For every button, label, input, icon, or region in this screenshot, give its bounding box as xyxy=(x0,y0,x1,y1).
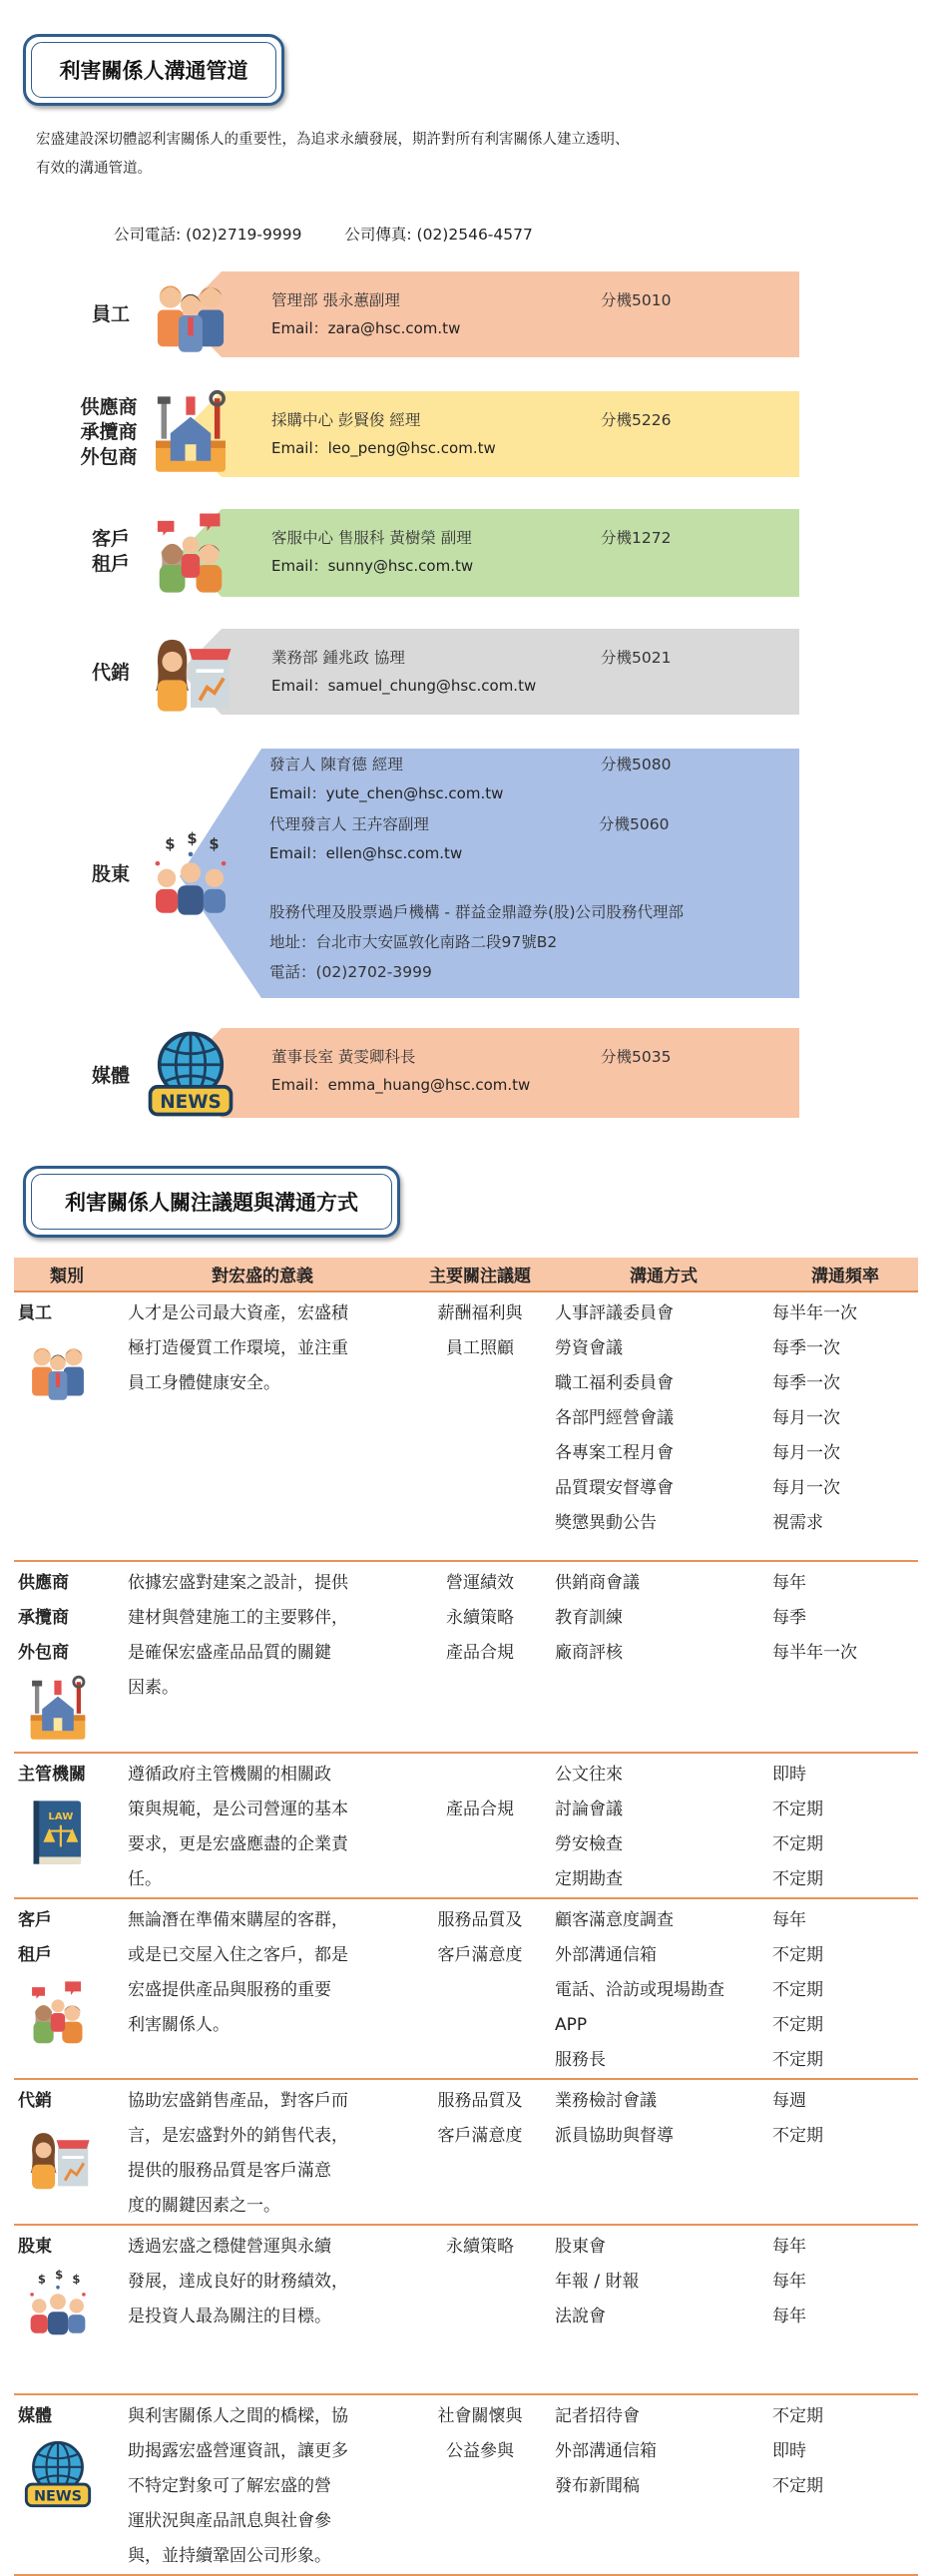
customers-hearts-icon xyxy=(22,1977,94,2049)
section-title-channels: 利害關係人溝通管道 xyxy=(23,34,284,106)
cell-frequency-line: 每年 xyxy=(772,2272,806,2292)
cell-methods-line: 各部門經營會議 xyxy=(555,1408,674,1428)
cell-meaning xyxy=(120,1898,405,2079)
header-category: 類別 xyxy=(14,1258,120,1291)
contact-sales: 業務部 鍾兆政 協理 xyxy=(271,649,405,667)
cell-methods-line: 職工福利委員會 xyxy=(555,1373,674,1393)
cell-methods-line: 發布新聞稿 xyxy=(555,2476,640,2496)
cell-methods-line: 各專案工程月會 xyxy=(555,1443,674,1463)
email-sales[interactable]: Email：samuel_chung@hsc.com.tw xyxy=(271,677,537,695)
cell-frequency-line: 每月一次 xyxy=(772,1443,840,1463)
cell-category-line: 股東 xyxy=(18,2237,52,2257)
cell-methods-line: 人事評議委員會 xyxy=(555,1303,674,1323)
cell-methods-line: 業務檢討會議 xyxy=(555,2091,657,2111)
cell-meaning-line: 提供的服務品質是客戶滿意 xyxy=(128,2161,331,2181)
stock-agent: 股務代理及股票過戶機構 - 群益金鼎證券(股)公司股務代理部 xyxy=(269,903,685,921)
ext-media: 分機5035 xyxy=(601,1048,672,1066)
cell-topics xyxy=(405,1291,555,1561)
cell-methods-line: 勞資會議 xyxy=(555,1338,623,1358)
cell-topics-line: 營運績效 xyxy=(446,1573,514,1593)
band-supplier xyxy=(222,391,800,477)
cell-topics-line: 服務品質及 xyxy=(437,1910,523,1930)
cell-meaning-line: 度的關鍵因素之一。 xyxy=(128,2196,280,2216)
cell-frequency-line: 每月一次 xyxy=(772,1408,840,1428)
cell-category xyxy=(14,1561,120,1753)
stock-agent-phone: 電話：(02)2702-3999 xyxy=(269,963,432,981)
shareholders-icon xyxy=(22,2269,94,2340)
cell-methods-line: 外部溝通信箱 xyxy=(555,2441,657,2461)
cell-meaning-line: 無論潛在準備來購屋的客群， xyxy=(128,1910,348,1930)
company-fax: 公司傳真: (02)2546-4577 xyxy=(344,226,533,244)
contact-media: 董事長室 黃雯卿科長 xyxy=(271,1048,416,1066)
cell-methods-line: 勞安檢查 xyxy=(555,1834,623,1854)
cell-topics-line: 社會關懷與 xyxy=(437,2406,523,2426)
cell-methods-line: 公文往來 xyxy=(555,1765,623,1785)
header-methods: 溝通方式 xyxy=(555,1258,772,1291)
cell-topics xyxy=(405,1898,555,2079)
cell-meaning-line: 與，並持續鞏固公司形象。 xyxy=(128,2546,331,2566)
label-sales: 代銷 xyxy=(91,662,130,684)
ext-deputy-spokesperson: 分機5060 xyxy=(599,815,670,833)
cell-frequency-line: 每年 xyxy=(772,2307,806,2326)
cell-topics xyxy=(405,2225,555,2394)
intro-text: 宏盛建設深切體認利害關係人的重要性，為追求永續發展，期許對所有利害關係人建立透明、 有效的溝通管道。 xyxy=(36,132,630,177)
cell-methods-line: 品質環安督導會 xyxy=(555,1478,674,1498)
cell-meaning-line: 是確保宏盛產品品質的關鍵 xyxy=(128,1643,331,1663)
cell-meaning-line: 宏盛提供產品與服務的重要 xyxy=(128,1980,331,2000)
ext-customer: 分機1272 xyxy=(601,529,672,547)
section-title-issues: 利害關係人關注議題與溝通方式 xyxy=(23,1166,400,1238)
cell-meaning xyxy=(120,1753,405,1898)
cell-frequency-line: 不定期 xyxy=(772,2126,823,2146)
band-media xyxy=(222,1028,800,1118)
cell-topics-line: 服務品質及 xyxy=(437,2091,523,2111)
cell-meaning-line: 遵循政府主管機關的相關政 xyxy=(128,1765,331,1785)
law-book-icon xyxy=(22,1797,94,1868)
cell-topics-line: 公益參與 xyxy=(446,2441,514,2461)
sales-agent-icon xyxy=(22,2123,94,2195)
cell-methods-line: 獎懲異動公告 xyxy=(555,1513,657,1533)
cell-frequency-line: 不定期 xyxy=(772,1869,823,1889)
label-supplier: 供應商 承攬商 外包商 xyxy=(80,396,138,468)
cell-methods xyxy=(555,1753,772,1898)
table-row xyxy=(14,2079,918,2225)
cell-category-line: 媒體 xyxy=(18,2406,52,2426)
cell-frequency xyxy=(772,2394,918,2575)
cell-category-line: 主管機關 xyxy=(18,1765,86,1785)
cell-methods-line: 派員協助與督導 xyxy=(555,2126,674,2146)
cell-topics xyxy=(405,2394,555,2575)
cell-methods-line: APP xyxy=(555,2015,588,2035)
header-frequency: 溝通頻率 xyxy=(772,1258,918,1291)
cell-meaning xyxy=(120,1561,405,1753)
cell-meaning-line: 協助宏盛銷售產品，對客戶而 xyxy=(128,2091,348,2111)
cell-category xyxy=(14,2225,120,2394)
cell-meaning-line: 依據宏盛對建案之設計，提供 xyxy=(128,1573,348,1593)
stock-agent-address: 地址：台北市大安區敦化南路二段97號B2 xyxy=(269,933,558,951)
cell-topics xyxy=(405,1753,555,1898)
cell-methods-line: 討論會議 xyxy=(555,1800,623,1819)
cell-frequency xyxy=(772,1291,918,1561)
cell-category-line: 代銷 xyxy=(18,2091,52,2111)
ext-employee: 分機5010 xyxy=(601,291,672,309)
cell-topics-line: 薪酬福利與 xyxy=(437,1303,523,1323)
label-employee: 員工 xyxy=(91,303,130,325)
cell-methods-line: 外部溝通信箱 xyxy=(555,1945,657,1965)
cell-category xyxy=(14,1898,120,2079)
cell-methods-line: 股東會 xyxy=(555,2237,606,2257)
table-row xyxy=(14,2225,918,2394)
news-globe-icon xyxy=(22,2438,94,2510)
cell-frequency xyxy=(772,1898,918,2079)
header-meaning: 對宏盛的意義 xyxy=(120,1258,405,1291)
cell-category xyxy=(14,1291,120,1561)
table-header xyxy=(14,1258,918,1291)
cell-frequency-line: 不定期 xyxy=(772,2406,823,2426)
cell-methods-line: 電話、洽訪或現場勘查 xyxy=(555,1980,724,2000)
cell-methods xyxy=(555,2079,772,2225)
header-topics: 主要關注議題 xyxy=(405,1258,555,1291)
cell-methods xyxy=(555,1291,772,1561)
label-customer: 客戶 租戶 xyxy=(91,528,130,575)
table-row xyxy=(14,2394,918,2575)
cell-frequency-line: 即時 xyxy=(772,2441,806,2461)
cell-methods xyxy=(555,1898,772,2079)
table-row xyxy=(14,1561,918,1753)
cell-frequency-line: 視需求 xyxy=(772,1513,823,1533)
email-supplier[interactable]: Email：leo_peng@hsc.com.tw xyxy=(271,439,496,457)
email-employee[interactable]: Email：zara@hsc.com.tw xyxy=(271,319,461,337)
cell-topics-line: 客戶滿意度 xyxy=(437,1945,523,1965)
cell-topics-line: 客戶滿意度 xyxy=(437,2126,523,2146)
cell-meaning-line: 發展，達成良好的財務績效， xyxy=(128,2272,348,2292)
cell-category-line: 租戶 xyxy=(18,1945,52,1965)
cell-methods-line: 年報 / 財報 xyxy=(555,2272,640,2292)
cell-meaning-line: 助揭露宏盛營運資訊，讓更多 xyxy=(128,2441,348,2461)
cell-topics-line: 永續策略 xyxy=(446,1608,514,1628)
email-spokesperson[interactable]: Email：yute_chen@hsc.com.tw xyxy=(269,784,504,802)
cell-topics-line xyxy=(405,1758,555,1793)
cell-topics xyxy=(405,1561,555,1753)
cell-methods-line: 定期勘查 xyxy=(555,1869,623,1889)
cell-category xyxy=(14,1753,120,1898)
cell-meaning-line: 因素。 xyxy=(128,1678,179,1698)
cell-frequency xyxy=(772,1561,918,1753)
cell-frequency-line: 每年 xyxy=(772,2237,806,2257)
cell-frequency-line: 每季一次 xyxy=(772,1338,840,1358)
table-row xyxy=(14,1291,918,1561)
cell-meaning-line: 運狀況與產品訊息與社會參 xyxy=(128,2511,331,2531)
cell-meaning-line: 與利害關係人之間的橋樑，協 xyxy=(128,2406,348,2426)
cell-frequency-line: 每半年一次 xyxy=(772,1643,857,1663)
table-row xyxy=(14,1898,918,2079)
cell-topics-line: 產品合規 xyxy=(446,1800,514,1819)
cell-frequency-line: 不定期 xyxy=(772,2015,823,2035)
cell-frequency-line: 每季一次 xyxy=(772,1373,840,1393)
cell-category-line: 員工 xyxy=(18,1303,52,1323)
cell-topics-line: 員工照顧 xyxy=(446,1338,514,1358)
band-customer xyxy=(222,509,800,597)
cell-meaning-line: 利害關係人。 xyxy=(128,2015,230,2035)
employees-icon xyxy=(22,1335,94,1407)
cell-frequency xyxy=(772,2079,918,2225)
contact-deputy-spokesperson: 代理發言人 王卉容副理 xyxy=(269,815,429,833)
contact-customer: 客服中心 售服科 黃樹榮 副理 xyxy=(271,529,472,547)
band-shareholder xyxy=(222,749,800,998)
band-employee xyxy=(222,271,800,357)
cell-meaning xyxy=(120,2394,405,2575)
cell-methods-line: 記者招待會 xyxy=(555,2406,640,2426)
issues-table xyxy=(14,1258,918,2576)
cell-frequency-line: 不定期 xyxy=(772,2050,823,2070)
contact-employee: 管理部 張永蕙副理 xyxy=(271,291,400,309)
table-row xyxy=(14,1753,918,1898)
cell-category-line: 供應商 xyxy=(18,1573,69,1593)
cell-meaning xyxy=(120,1291,405,1561)
cell-frequency xyxy=(772,2225,918,2394)
cell-meaning-line: 建材與營建施工的主要夥伴， xyxy=(128,1608,348,1628)
cell-frequency-line: 即時 xyxy=(772,1765,806,1785)
cell-meaning-line: 極打造優質工作環境，並注重 xyxy=(128,1338,348,1358)
cell-meaning xyxy=(120,2225,405,2394)
cell-meaning-line: 言，是宏盛對外的銷售代表， xyxy=(128,2126,348,2146)
cell-meaning-line: 透過宏盛之穩健營運與永續 xyxy=(128,2237,331,2257)
cell-category xyxy=(14,2394,120,2575)
cell-category xyxy=(14,2079,120,2225)
cell-frequency-line: 不定期 xyxy=(772,1945,823,1965)
email-customer[interactable]: Email：sunny@hsc.com.tw xyxy=(271,557,474,575)
cell-methods-line: 服務長 xyxy=(555,2050,606,2070)
label-media: 媒體 xyxy=(91,1065,130,1087)
cell-meaning-line: 人才是公司最大資產，宏盛積 xyxy=(128,1303,348,1323)
cell-frequency-line: 每年 xyxy=(772,1573,806,1593)
cell-methods-line: 法說會 xyxy=(555,2307,606,2326)
cell-methods-line: 教育訓練 xyxy=(555,1608,623,1628)
cell-topics-line: 產品合規 xyxy=(446,1643,514,1663)
cell-topics xyxy=(405,2079,555,2225)
cell-meaning-line: 或是已交屋入住之客戶，都是 xyxy=(128,1945,348,1965)
cell-frequency-line: 不定期 xyxy=(772,1834,823,1854)
contact-supplier: 採購中心 彭賢俊 經理 xyxy=(271,411,421,429)
company-phone: 公司電話: (02)2719-9999 xyxy=(114,226,302,244)
email-deputy-spokesperson[interactable]: Email：ellen@hsc.com.tw xyxy=(269,844,463,862)
cell-category-line: 外包商 xyxy=(18,1643,69,1663)
cell-meaning-line: 任。 xyxy=(128,1869,162,1889)
cell-meaning xyxy=(120,2079,405,2225)
cell-methods-line: 供銷商會議 xyxy=(555,1573,640,1593)
cell-methods-line: 廠商評核 xyxy=(555,1643,623,1663)
ext-supplier: 分機5226 xyxy=(601,411,672,429)
cell-meaning-line: 員工身體健康安全。 xyxy=(128,1373,280,1393)
cell-meaning-line: 要求，更是宏盛應盡的企業責 xyxy=(128,1834,348,1854)
cell-frequency-line: 每半年一次 xyxy=(772,1303,857,1323)
band-sales xyxy=(222,629,800,715)
cell-frequency-line: 每季 xyxy=(772,1608,806,1628)
cell-meaning-line: 策與規範，是公司營運的基本 xyxy=(128,1800,348,1819)
cell-frequency-line: 每週 xyxy=(772,2091,806,2111)
cell-frequency-line: 每年 xyxy=(772,1910,806,1930)
cell-topics-line: 永續策略 xyxy=(446,2237,514,2257)
cell-frequency-line: 不定期 xyxy=(772,1980,823,2000)
cell-methods xyxy=(555,2394,772,2575)
cell-category-line: 客戶 xyxy=(18,1910,52,1930)
contact-spokesperson: 發言人 陳育德 經理 xyxy=(269,756,403,773)
cell-frequency-line: 不定期 xyxy=(772,1800,823,1819)
cell-methods-line: 顧客滿意度調查 xyxy=(555,1910,674,1930)
cell-methods xyxy=(555,1561,772,1753)
cell-methods xyxy=(555,2225,772,2394)
label-shareholder: 股東 xyxy=(91,863,130,885)
email-media[interactable]: Email：emma_huang@hsc.com.tw xyxy=(271,1076,531,1094)
cell-meaning-line: 是投資人最為關注的目標。 xyxy=(128,2307,331,2326)
tools-house-icon xyxy=(22,1675,94,1747)
cell-category-line: 承攬商 xyxy=(18,1608,69,1628)
cell-frequency xyxy=(772,1753,918,1898)
cell-meaning-line: 不特定對象可了解宏盛的營 xyxy=(128,2476,331,2496)
cell-frequency-line: 不定期 xyxy=(772,2476,823,2496)
ext-sales: 分機5021 xyxy=(601,649,672,667)
cell-frequency-line: 每月一次 xyxy=(772,1478,840,1498)
ext-spokesperson: 分機5080 xyxy=(601,756,672,773)
